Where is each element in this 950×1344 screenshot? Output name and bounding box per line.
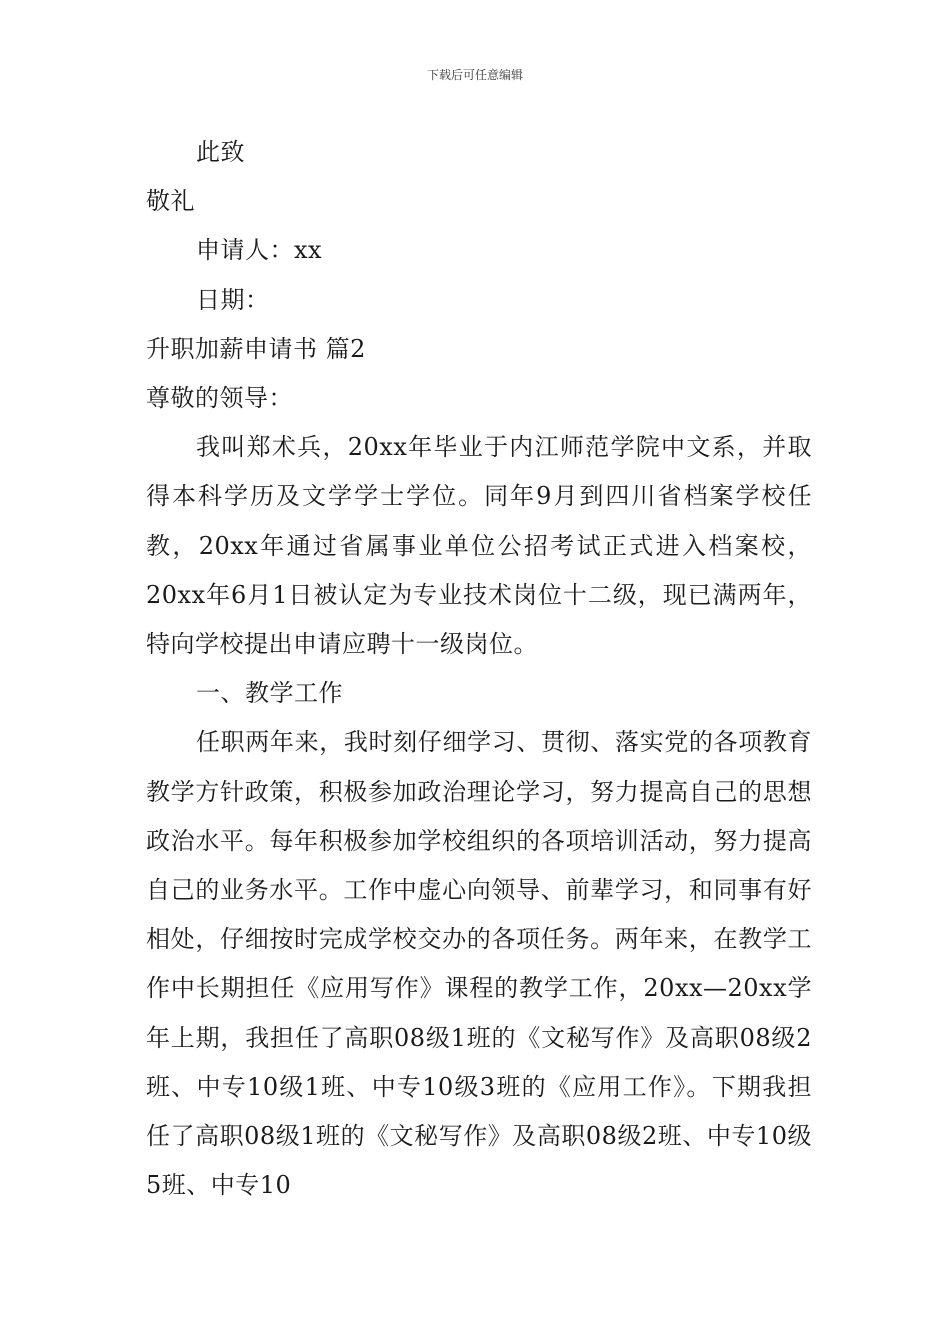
header-note: 下载后可任意编辑 [426,68,523,82]
teaching-heading: 一、教学工作 [196,679,343,708]
intro-paragraph: 我叫郑术兵，20xx年毕业于内江师范学院中文系，并取得本科学历及文学学士学位。同年9月到四川省档案学校任教，20xx年通过省属事业单位公招考试正式进入档案校，20xx年6月1日被认定为专业技术岗位十二级，现已满两年，特向学校提出申请应聘十一级岗位。 [146,433,812,659]
document-body [146,128,812,1210]
applicant-line: 申请人：xx [196,236,323,265]
closing-regards: 敬礼 [146,187,195,216]
teaching-paragraph: 任职两年来，我时刻仔细学习、贯彻、落实党的各项教育教学方针政策，积极参加政治理论学习，努力提高自己的思想政治水平。每年积极参加学校组织的各项培训活动，努力提高自己的业务水平。工作中虚心向领导、前辈学习，和同事有好相处，仔细按时完成学校交办的各项任务。两年来，在教学工作中长期担任《应用写作》课程的教学工作，20xx—20xx学年上期，我担任了高职08级1班的《文秘写作》及高职08级2班、中专10级1班、中专10级3班的《应用工作》。下期我担任了高职08级1班的《文秘写作》及高职08级2班、中专10级5班、中专10 [146,728,812,1200]
section-title: 升职加薪申请书 篇2 [146,334,366,363]
date-line: 日期： [196,285,270,314]
closing-salutation: 此致 [196,138,245,166]
greeting-line: 尊敬的领导： [146,384,293,413]
